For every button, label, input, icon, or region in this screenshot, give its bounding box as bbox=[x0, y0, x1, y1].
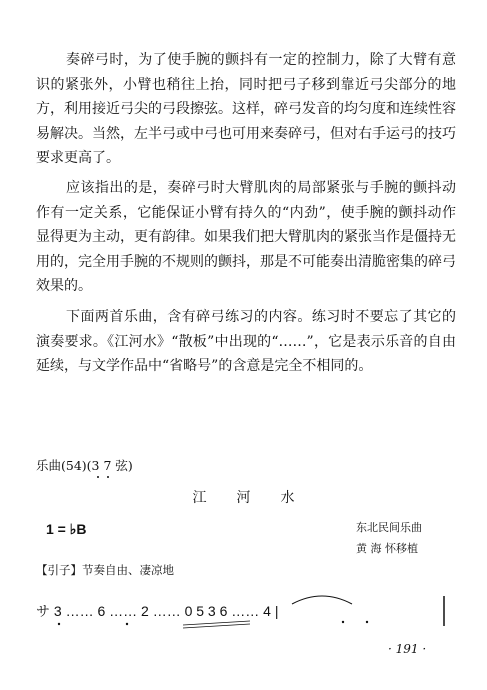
piece-label: 乐曲(54)(3 7 弦) bbox=[36, 458, 133, 473]
credit-source: 东北民间乐曲 bbox=[356, 521, 422, 534]
paragraph-2: 应该指出的是，奏碎弓时大臂肌肉的局部紧张与手腕的颤抖动作有一定关系，它能保证小臂有持久的“内劲”，使手腕的颤抖动作显得更为主动，更有韵律。如果我们把大臂肌肉的紧张当作是僵持无用的，完全用手腕的不规则的颤抖，那是不可能奏出清脆密集的碎弓效果的。 bbox=[36, 180, 456, 295]
paragraph-1: 奏碎弓时，为了使手腕的颤抖有一定的控制力，除了大臂有意识的紧张外，小臂也稍往上抬，同时把弓子移到靠近弓尖部分的地方，利用接近弓尖的弓段擦弦。这样，碎弓发音的均匀度和连续性容易解决。当然，左半弓或中弓也可用来奏碎弓，但对右手运弓的技巧要求更高了。 bbox=[36, 52, 456, 167]
intro-marking: 【引子】节奏自由、凄凉地 bbox=[36, 563, 174, 577]
notation-line: サ 3 …… 6 …… 2 …… 0 5 3 6 …… 4 | bbox=[36, 603, 279, 619]
key-signature: 1 = ♭B bbox=[46, 521, 87, 537]
credit-arranger: 黄 海 怀移植 bbox=[356, 542, 418, 555]
piece-title: 江河水 bbox=[192, 490, 325, 506]
octave-dot bbox=[342, 621, 344, 623]
octave-dot bbox=[58, 623, 60, 625]
octave-dot bbox=[366, 621, 368, 623]
tie-arc bbox=[292, 596, 352, 604]
page-number: · 191 · bbox=[388, 642, 427, 656]
octave-dot bbox=[126, 623, 128, 625]
paragraph-3: 下面两首乐曲，含有碎弓练习的内容。练习时不要忘了其它的演奏要求。《江河水》“散板”中出现的“……”，它是表示乐音的自由延续，与文学作品中“省略号”的含意是完全不相同的。 bbox=[36, 309, 456, 375]
